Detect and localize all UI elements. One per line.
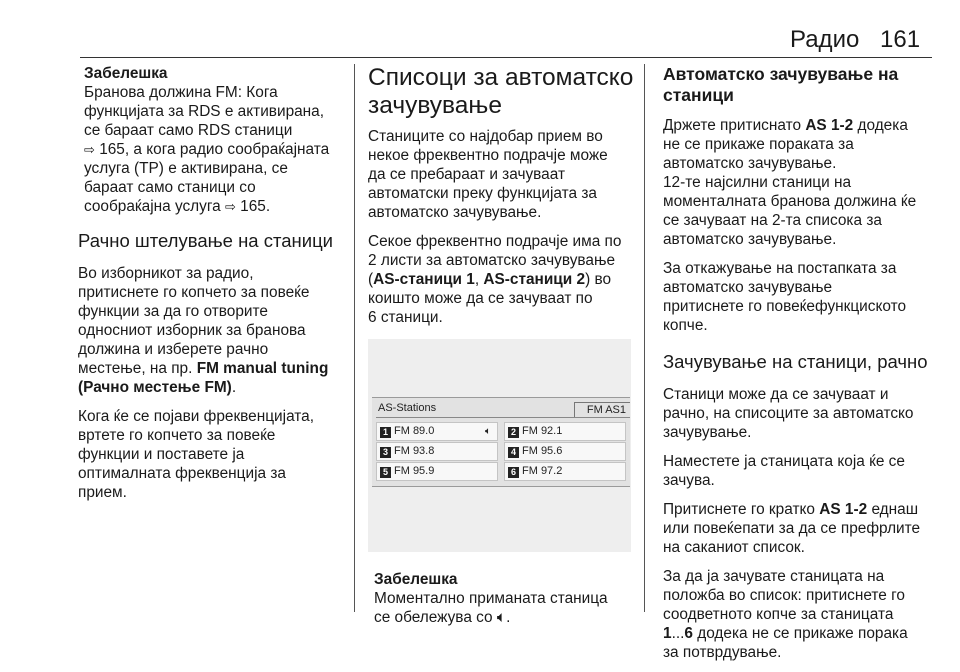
text-fragment: еднаш bbox=[871, 501, 919, 518]
button-name: AS 1-2 bbox=[805, 117, 854, 134]
text-line: вртете го копчето за повеќе bbox=[78, 427, 276, 444]
column-divider bbox=[644, 64, 645, 612]
text-line: Секое фреквентно подрачје има по bbox=[368, 233, 622, 250]
text-line: автоматско зачувување. bbox=[663, 155, 837, 172]
paragraph bbox=[78, 407, 346, 502]
page-header bbox=[0, 0, 960, 62]
text-line: односниот изборник за бранова bbox=[78, 322, 306, 339]
text-line: автоматско зачувување bbox=[663, 279, 833, 296]
text-fragment: Држете притиснато bbox=[663, 117, 802, 134]
note-line: функцијата за RDS е активирана, bbox=[84, 103, 325, 120]
note-line: бараат само станици со bbox=[84, 179, 256, 196]
note-title: Забелешка bbox=[84, 65, 168, 82]
text-line: Станиците со најдобар прием во bbox=[368, 128, 603, 145]
station-preset-2 bbox=[504, 422, 626, 441]
station-frequency: FM 92.1 bbox=[522, 425, 563, 437]
text-fragment: ... bbox=[671, 625, 685, 642]
text-line: функции за да го отворите bbox=[78, 303, 268, 320]
button-name: 6 bbox=[684, 625, 693, 642]
preset-number: 4 bbox=[508, 447, 519, 458]
section-heading: Зачувување на станици, рачно bbox=[663, 351, 928, 372]
text-line: не се прикаже пораката за bbox=[663, 136, 854, 153]
radio-display-screenshot bbox=[368, 339, 631, 552]
text-line: . bbox=[231, 379, 237, 396]
speaker-icon: 🔈︎ bbox=[496, 609, 507, 626]
panel-divider bbox=[376, 417, 630, 418]
paragraph bbox=[663, 116, 933, 249]
preset-number: 6 bbox=[508, 467, 519, 478]
text-line: За да ја зачувате станицата на bbox=[663, 568, 885, 585]
station-frequency: FM 97.2 bbox=[522, 465, 563, 477]
cross-reference-arrow-icon: ⇨ bbox=[84, 142, 95, 157]
text-fragment: додека не се прикаже порака bbox=[692, 625, 908, 642]
paragraph bbox=[663, 567, 933, 662]
station-preset-6 bbox=[504, 462, 626, 481]
section-heading bbox=[368, 64, 636, 120]
preset-number: 3 bbox=[380, 447, 391, 458]
text-line: прием. bbox=[78, 484, 127, 501]
column-left bbox=[78, 64, 346, 512]
text-line: моменталната бранова должина ќе bbox=[663, 193, 917, 210]
text-fragment: Притиснете го кратко bbox=[663, 501, 815, 518]
paragraph bbox=[663, 452, 933, 490]
note-line: 165, а кога радио сообраќајната bbox=[99, 141, 330, 158]
speaker-icon: 🔈︎ bbox=[485, 426, 491, 437]
text-line: 12-те најсилни станици на bbox=[663, 174, 852, 191]
text-line: Наместете ја станицата која ќе се bbox=[663, 453, 905, 470]
cross-reference-arrow-icon: ⇨ bbox=[224, 199, 236, 214]
note-block bbox=[78, 64, 346, 216]
text-fragment: ( bbox=[368, 271, 374, 288]
text-line: некое фреквентно подрачје може bbox=[368, 147, 608, 164]
text-line: Во изборникот за радио, bbox=[78, 265, 254, 282]
note-line: Моментално приманата станица bbox=[374, 590, 608, 607]
text-line: притиснете го повеќефункциското bbox=[663, 298, 907, 315]
text-line: положба во список: притиснете го bbox=[663, 587, 905, 604]
station-frequency: FM 95.6 bbox=[522, 445, 563, 457]
panel-tab: FM AS1 bbox=[574, 402, 630, 417]
menu-item-name: FM manual tuning bbox=[196, 360, 329, 377]
text-fragment: додека bbox=[857, 117, 908, 134]
preset-number: 1 bbox=[380, 427, 391, 438]
note-title: Забелешка bbox=[374, 571, 458, 588]
preset-number: 2 bbox=[508, 427, 519, 438]
text-line: функции и поставете ја bbox=[78, 446, 245, 463]
button-name: 1 bbox=[663, 625, 672, 642]
text-line: или повеќепати за да се префрлите bbox=[663, 520, 921, 537]
text-line: 6 станици. bbox=[368, 309, 443, 326]
heading-line: зачувување bbox=[368, 92, 502, 119]
page-number: 161 bbox=[880, 26, 921, 53]
section-heading bbox=[663, 64, 933, 106]
note-line: 165. bbox=[240, 198, 271, 215]
column-right bbox=[663, 64, 933, 672]
text-line: да се пребараат и зачуваат bbox=[368, 166, 566, 183]
section-heading: Рачно штелување на станици bbox=[78, 230, 334, 251]
heading-line: Списоци за автоматско bbox=[368, 64, 634, 91]
paragraph bbox=[663, 385, 933, 442]
text-line: автоматски преку функцијата за bbox=[368, 185, 597, 202]
note-line: се обележува со bbox=[374, 609, 493, 626]
text-line: на саканиот список. bbox=[663, 539, 805, 556]
text-line: зачува. bbox=[663, 472, 715, 489]
note-line: Бранова должина FM: Кога bbox=[84, 84, 278, 101]
text-line: рачно, на списоците за автоматско bbox=[663, 405, 914, 422]
chapter-title: Радио bbox=[790, 26, 860, 53]
button-name: AS 1-2 bbox=[819, 501, 868, 518]
paragraph bbox=[78, 264, 346, 397]
text-line: должина и изберете рачно bbox=[78, 341, 269, 358]
paragraph bbox=[368, 127, 636, 222]
text-line: оптималната фреквенција за bbox=[78, 465, 286, 482]
text-fragment: , bbox=[474, 271, 484, 288]
header-divider bbox=[80, 57, 932, 58]
menu-item-name: (Рачно местење FM) bbox=[78, 379, 232, 396]
station-preset-3 bbox=[376, 442, 498, 461]
as-stations-panel bbox=[372, 397, 630, 487]
text-line: за потврдување. bbox=[663, 644, 782, 661]
column-divider bbox=[354, 64, 355, 612]
station-frequency: FM 93.8 bbox=[394, 445, 435, 457]
note-line: сообраќајна услуга bbox=[84, 198, 221, 215]
text-line: местење, на пр. bbox=[78, 360, 193, 377]
text-line: автоматско зачувување. bbox=[663, 231, 837, 248]
station-frequency: FM 95.9 bbox=[394, 465, 435, 477]
panel-title: AS-Stations bbox=[378, 402, 437, 414]
station-preset-1 bbox=[376, 422, 498, 441]
note-block: Забелешка Моментално приманата станица се обележува со 🔈︎. bbox=[374, 571, 608, 626]
preset-number: 5 bbox=[380, 467, 391, 478]
heading-line: станици bbox=[663, 85, 734, 105]
paragraph bbox=[368, 232, 636, 327]
paragraph bbox=[663, 500, 933, 557]
text-line: зачувување. bbox=[663, 424, 752, 441]
note-line: се бараат само RDS станици bbox=[84, 122, 293, 139]
text-line: 2 листи за автоматско зачувување bbox=[368, 252, 616, 269]
text-line: коишто може да се зачуваат по bbox=[368, 290, 593, 307]
station-frequency: FM 89.0 bbox=[394, 425, 435, 437]
heading-line: Автоматско зачувување на bbox=[663, 64, 899, 84]
note-line: услуга (TP) е активирана, се bbox=[84, 160, 288, 177]
list-name: AS-станици 1 bbox=[373, 271, 475, 288]
station-preset-4 bbox=[504, 442, 626, 461]
text-line: автоматско зачувување. bbox=[368, 204, 542, 221]
text-line: Станици може да се зачуваат и bbox=[663, 386, 889, 403]
text-line: соодветното копче за станицата bbox=[663, 606, 894, 623]
paragraph bbox=[663, 259, 933, 335]
text-fragment: ) во bbox=[585, 271, 612, 288]
text-line: се зачуваат на 2-та списока за bbox=[663, 212, 882, 229]
text-line: Кога ќе се појави фреквенцијата, bbox=[78, 408, 314, 425]
text-line: притиснете го копчето за повеќе bbox=[78, 284, 310, 301]
list-name: AS-станици 2 bbox=[483, 271, 586, 288]
text-line: копче. bbox=[663, 317, 708, 334]
station-preset-5 bbox=[376, 462, 498, 481]
column-middle bbox=[368, 64, 636, 627]
text-line: За откажување на постапката за bbox=[663, 260, 897, 277]
